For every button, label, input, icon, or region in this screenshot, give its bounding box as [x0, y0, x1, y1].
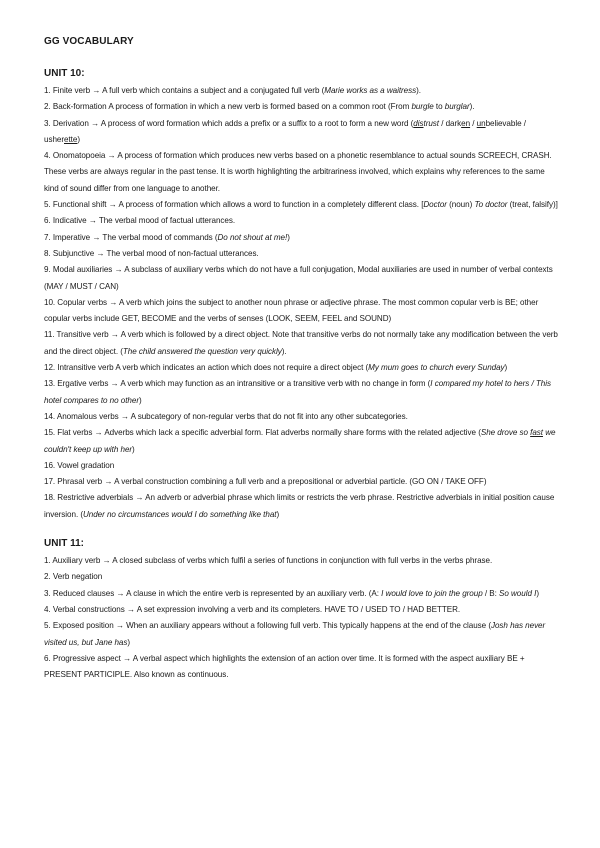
entry-text: dis: [413, 118, 424, 128]
vocab-entry: [44, 569, 560, 585]
entry-text: burglar: [444, 102, 470, 112]
entry-text: I would love to join the group: [381, 588, 483, 598]
document-title: GG VOCABULARY: [44, 36, 134, 47]
entry-text: 9. Modal auxiliaries → A subclass of auxiliary verbs which do not have a full conjugation, Modal auxiliaries are used in number of verbal contexts (MAY / MUST / CAN): [44, 265, 553, 291]
entry-text: 4. Onomatopoeia → A process of formation which produces new verbs based on a phonetic resemblance to actual sounds SCREECH, CRASH. These verbs are always regular in the past tense. It is worth highlighting the arbitrariness involved, which explains why references to the same kind of sound differ from one language to another.: [44, 151, 552, 193]
entry-text: ): [132, 444, 135, 454]
entry-text: ).: [416, 86, 421, 95]
vocab-entry: [44, 213, 560, 229]
vocab-entry: [44, 553, 560, 569]
entry-text: (noun): [446, 200, 475, 210]
entry-text: 10. Copular verbs → A verb which joins the subject to another noun phrase or adjective phrase. The most common copular verb is BE; other copular verbs include GET, BECOME and the verbs of senses (LOOK, SEEM, FEEL and SOUND): [44, 297, 539, 324]
entry-text: burgle: [411, 102, 434, 112]
entry-text: ): [504, 363, 508, 373]
entry-text: /: [470, 118, 477, 128]
unit-11-section: [44, 538, 560, 683]
entry-text: ): [138, 395, 142, 405]
vocab-entry: [44, 490, 560, 523]
entry-text: Under no circumstances would I do something like that: [82, 509, 277, 519]
entry-text: 14. Anomalous verbs → A subcategory of non-regular verbs that do not fit into any other subcategories.: [44, 411, 408, 421]
entry-text: ): [127, 637, 131, 647]
entry-text: ): [77, 134, 80, 144]
entry-text: 1. Auxiliary verb → A closed subclass of verbs which fulfil a series of functions in conjunction with full verbs in the verbs phrase.: [44, 556, 493, 566]
vocab-entry: [44, 586, 560, 602]
unit-10-section: [44, 68, 560, 523]
vocab-entry: [44, 602, 560, 618]
entry-text: un: [476, 118, 486, 128]
entry-text: 15. Flat verbs → Adverbs which lack a specific adverbial form. Flat adverbs normally share forms with the related adjective (: [44, 428, 481, 438]
vocab-entry: [44, 474, 560, 490]
entry-text: 5. Functional shift → A process of formation which allows a word to function in a completely different class. [: [44, 200, 424, 210]
entry-text: to: [433, 102, 445, 112]
entry-text: trust: [423, 118, 439, 128]
entry-text: She drove so: [480, 428, 531, 438]
entry-text: 4. Verbal constructions → A set expression involving a verb and its completers. HAVE TO / USED TO / HAD BETTER.: [44, 604, 461, 614]
document-page: [44, 36, 560, 683]
entry-text: 3. Reduced clauses → A clause in which the entire verb is represented by an auxiliary verb. (A:: [44, 588, 382, 598]
entry-text: ): [536, 588, 539, 598]
vocab-entry: [44, 458, 560, 474]
vocab-entry: [44, 246, 560, 262]
vocab-entry: [44, 425, 560, 458]
unit-11-heading: UNIT 11:: [44, 538, 85, 550]
entry-text: / B:: [482, 588, 500, 598]
vocab-entry: [44, 262, 560, 295]
vocab-entry: [44, 99, 560, 115]
vocab-entry: [44, 148, 560, 197]
vocab-entry: [44, 83, 560, 99]
entry-text: Do not shout at me!: [217, 232, 288, 242]
unit-11-entries: [44, 553, 560, 683]
vocab-entry: [44, 197, 560, 213]
entry-text: ): [287, 232, 290, 242]
unit-10-heading: UNIT 10:: [44, 68, 85, 79]
entry-text: Doctor: [423, 200, 447, 210]
entry-text: / dark: [439, 118, 462, 128]
vocab-entry: [44, 230, 560, 246]
entry-text: 2. Back-formation A process of formation in which a new verb is formed based on a common root (From: [44, 102, 412, 112]
entry-text: (treat, falsify)]: [507, 200, 558, 210]
entry-text: 11. Transitive verb → A verb which is followed by a direct object. Note that transitive verbs do not normally take any modification between the verb and the direct object. (: [44, 330, 558, 356]
vocab-entry: [44, 295, 560, 328]
entry-text: 6. Progressive aspect → A verbal aspect which highlights the extension of an action over time. It is formed with the aspect auxiliary BE + PRESENT PARTICIPLE. Also known as continuous.: [44, 653, 525, 680]
entry-text: To doctor: [474, 200, 508, 210]
entry-text: believable / usher: [44, 118, 526, 144]
entry-text: 16. Vowel gradation: [44, 460, 115, 470]
entry-text: So would I: [499, 588, 537, 598]
entry-text: we couldn't keep up with her: [44, 428, 556, 454]
entry-text: 2. Verb negation: [44, 572, 103, 582]
entry-text: My mum goes to church every Sunday: [368, 363, 505, 373]
entry-text: fast: [530, 428, 543, 438]
unit-10-entries: [44, 83, 560, 523]
entry-text: 7. Imperative → The verbal mood of commands (: [44, 232, 218, 242]
entry-text: 13. Ergative verbs → A verb which may function as an intransitive or a transitive verb with no change in form (: [44, 379, 431, 389]
vocab-entry: [44, 376, 560, 409]
entry-text: The child answered the question very quickly: [122, 346, 282, 356]
entry-text: ).: [469, 102, 475, 112]
vocab-entry: [44, 651, 560, 684]
entry-text: 8. Subjunctive → The verbal mood of non-factual utterances.: [44, 248, 259, 258]
vocab-entry: [44, 327, 560, 360]
vocab-entry: [44, 116, 560, 149]
entry-text: Josh has never visited us, but Jane has: [44, 621, 546, 647]
entry-text: ette: [64, 134, 78, 144]
entry-text: ).: [281, 346, 287, 356]
entry-text: Marie works as a waitress: [324, 86, 417, 95]
entry-text: 1. Finite verb → A full verb which contains a subject and a conjugated full verb (: [44, 86, 325, 95]
entry-text: 17. Phrasal verb → A verbal construction combining a full verb and a prepositional or adverbial particle. (GO ON / TAKE OFF): [44, 477, 487, 487]
entry-text: 3. Derivation → A process of word formation which adds a prefix or a suffix to a root to form a new word (: [44, 118, 414, 128]
entry-text: 6. Indicative → The verbal mood of factual utterances.: [44, 216, 236, 226]
vocab-entry: [44, 360, 560, 376]
entry-text: 18. Restrictive adverbials → An adverb or adverbial phrase which limits or restricts the verb phrase. Restrictive adverbials in initial position cause inversion. (: [44, 493, 555, 519]
entry-text: I compared my hotel to hers / This hotel compares to no other: [44, 379, 551, 405]
entry-text: 5. Exposed position → When an auxiliary appears without a following full verb. This typically happens at the end of the clause (: [44, 621, 491, 631]
vocab-entry: [44, 618, 560, 651]
entry-text: ): [276, 509, 280, 519]
entry-text: en: [461, 118, 471, 128]
vocab-entry: [44, 409, 560, 425]
entry-text: 12. Intransitive verb A verb which indicates an action which does not require a direct object (: [44, 363, 369, 373]
